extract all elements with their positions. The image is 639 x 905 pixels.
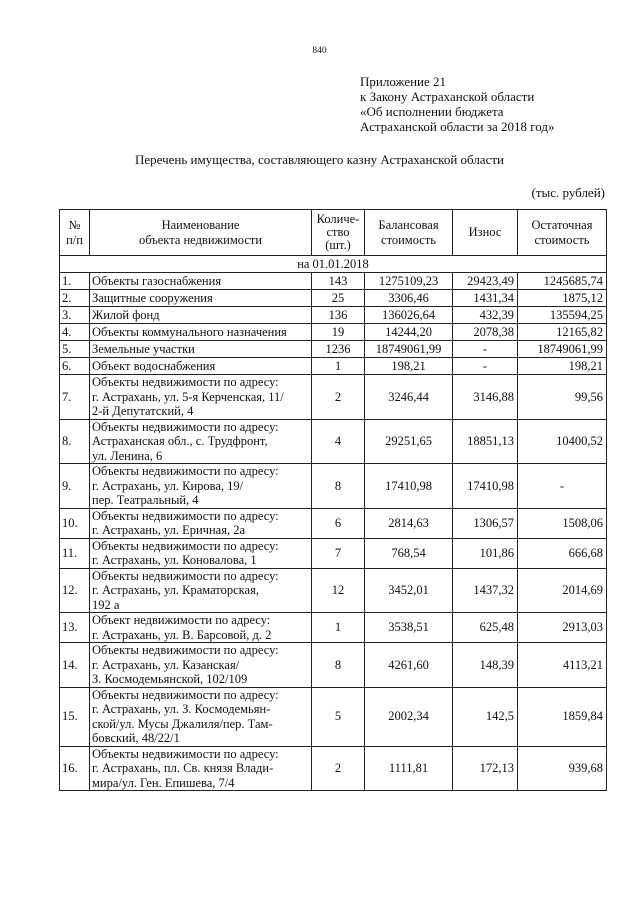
row-name	[90, 464, 312, 509]
row-wear: 17410,98	[453, 464, 518, 509]
row-balance: 1275109,23	[365, 273, 453, 290]
row-name-line: Объект водоснабжения	[92, 358, 216, 373]
row-name	[90, 358, 312, 375]
row-balance: 1111,81	[365, 746, 453, 791]
row-wear: 625,48	[453, 613, 518, 643]
row-name-line: Объекты недвижимости по адресу:	[92, 419, 279, 434]
row-balance: 18749061,99	[365, 341, 453, 358]
row-residual: 135594,25	[518, 307, 607, 324]
document-title: Перечень имущества, составляющего казну Астраханской области	[134, 152, 504, 167]
row-residual: -	[518, 464, 607, 509]
row-number: 4.	[60, 324, 90, 341]
row-quantity: 1	[312, 613, 365, 643]
table-row	[60, 375, 607, 420]
row-balance: 14244,20	[365, 324, 453, 341]
row-name-line: Объекты недвижимости по адресу:	[92, 568, 279, 583]
row-name-line: г. Астрахань, ул. В. Барсовой, д. 2	[92, 627, 272, 642]
header-text: п/п	[66, 232, 83, 247]
row-number: 10.	[60, 508, 90, 538]
table-row	[60, 643, 607, 688]
period-row	[60, 256, 607, 273]
row-quantity: 2	[312, 375, 365, 420]
table-row	[60, 538, 607, 568]
row-wear: -	[453, 341, 518, 358]
row-number: 11.	[60, 538, 90, 568]
row-name-line: пер. Театральный, 4	[92, 493, 199, 507]
table-row	[60, 613, 607, 643]
period-label: на 01.01.2018	[60, 256, 607, 273]
row-name-line: Объекты недвижимости по адресу:	[92, 746, 279, 761]
row-number: 9.	[60, 464, 90, 509]
row-residual: 1245685,74	[518, 273, 607, 290]
row-quantity: 7	[312, 538, 365, 568]
row-name-line: Защитные сооружения	[92, 290, 213, 305]
row-wear: 1306,57	[453, 508, 518, 538]
row-residual: 2014,69	[518, 568, 607, 613]
row-balance: 2002,34	[365, 687, 453, 746]
header-text: Балансовая	[378, 218, 439, 232]
row-residual: 198,21	[518, 358, 607, 375]
table-row	[60, 273, 607, 290]
row-name-line: Астраханская обл., с. Трудфронт,	[92, 434, 268, 448]
row-quantity: 4	[312, 419, 365, 464]
row-quantity: 1	[312, 358, 365, 375]
row-balance: 136026,64	[365, 307, 453, 324]
header-text: Наименование	[161, 218, 240, 232]
appendix-line: Приложение 21	[360, 74, 447, 89]
table-row	[60, 341, 607, 358]
row-name-line: Объекты недвижимости по адресу:	[92, 643, 279, 657]
row-quantity: 6	[312, 508, 365, 538]
table-body	[60, 273, 607, 791]
header-quantity	[312, 210, 365, 256]
header-text: стоимость	[381, 232, 436, 247]
row-name-line: З. Космодемьянской, 102/109	[92, 672, 248, 686]
appendix-block	[360, 74, 555, 134]
row-quantity: 1236	[312, 341, 365, 358]
row-wear: 148,39	[453, 643, 518, 688]
row-wear: 2078,38	[453, 324, 518, 341]
row-wear: 1437,32	[453, 568, 518, 613]
table-header-row	[60, 210, 607, 256]
row-balance: 3246,44	[365, 375, 453, 420]
row-quantity: 25	[312, 290, 365, 307]
header-text: Остаточная	[531, 218, 593, 232]
row-name-line: ской/ул. Мусы Джалиля/пер. Там-	[92, 716, 273, 731]
row-name	[90, 419, 312, 464]
row-name-line: г. Астрахань, ул. Краматорская,	[92, 583, 259, 597]
row-name	[90, 746, 312, 791]
row-number: 7.	[60, 375, 90, 420]
row-name-line: Объекты недвижимости по адресу:	[92, 538, 279, 553]
row-quantity: 136	[312, 307, 365, 324]
header-text: Количе-	[316, 212, 360, 226]
appendix-line: Астраханской области за 2018 год»	[360, 119, 555, 134]
row-name	[90, 324, 312, 341]
table-row	[60, 508, 607, 538]
row-number: 13.	[60, 613, 90, 643]
row-balance: 3306,46	[365, 290, 453, 307]
header-text: ство	[326, 225, 350, 239]
row-residual: 1508,06	[518, 508, 607, 538]
row-number: 3.	[60, 307, 90, 324]
row-name-line: 2-й Депутатский, 4	[92, 404, 194, 418]
row-name-line: г. Астрахань, ул. Еричная, 2а	[92, 523, 246, 537]
header-residual	[518, 210, 607, 256]
row-name	[90, 290, 312, 307]
row-residual: 10400,52	[518, 419, 607, 464]
row-wear: 101,86	[453, 538, 518, 568]
row-name-line: Объекты недвижимости по адресу:	[92, 508, 279, 523]
row-residual: 12165,82	[518, 324, 607, 341]
row-name	[90, 538, 312, 568]
row-wear: 172,13	[453, 746, 518, 791]
page-number: 840	[312, 46, 327, 56]
row-name-line: Объекты газоснабжения	[92, 273, 222, 288]
row-number: 5.	[60, 341, 90, 358]
row-quantity: 8	[312, 643, 365, 688]
row-balance: 29251,65	[365, 419, 453, 464]
row-name	[90, 568, 312, 613]
row-balance: 768,54	[365, 538, 453, 568]
header-balance	[365, 210, 453, 256]
table-row	[60, 568, 607, 613]
row-name-line: Жилой фонд	[92, 307, 160, 322]
table-row	[60, 419, 607, 464]
row-name-line: г. Астрахань, ул. 5-я Керченская, 11/	[92, 389, 284, 404]
row-name-line: г. Астрахань, ул. З. Космодемьян-	[92, 702, 271, 716]
row-wear: 432,39	[453, 307, 518, 324]
header-text: объекта недвижимости	[138, 232, 263, 247]
row-residual: 4113,21	[518, 643, 607, 688]
header-text: №	[68, 218, 81, 232]
row-name	[90, 613, 312, 643]
appendix-line: к Закону Астраханской области	[360, 89, 535, 104]
row-wear: -	[453, 358, 518, 375]
units-label: (тыс. рублей)	[531, 185, 605, 200]
row-quantity: 5	[312, 687, 365, 746]
row-residual: 1859,84	[518, 687, 607, 746]
row-wear: 29423,49	[453, 273, 518, 290]
row-name	[90, 687, 312, 746]
row-balance: 3452,01	[365, 568, 453, 613]
row-name-line: Объект недвижимости по адресу:	[92, 613, 271, 627]
header-wear	[453, 210, 518, 256]
table-row	[60, 324, 607, 341]
header-name	[90, 210, 312, 256]
row-name-line: Объекты недвижимости по адресу:	[92, 375, 279, 389]
row-number: 12.	[60, 568, 90, 613]
row-quantity: 12	[312, 568, 365, 613]
row-wear: 142,5	[453, 687, 518, 746]
table-row	[60, 358, 607, 375]
row-quantity: 8	[312, 464, 365, 509]
row-name-line: г. Астрахань, пл. Св. князя Влади-	[92, 761, 274, 775]
row-number: 14.	[60, 643, 90, 688]
row-balance: 4261,60	[365, 643, 453, 688]
row-residual: 1875,12	[518, 290, 607, 307]
row-wear: 3146,88	[453, 375, 518, 420]
row-number: 1.	[60, 273, 90, 290]
row-residual: 2913,03	[518, 613, 607, 643]
header-number	[60, 210, 90, 256]
row-balance: 3538,51	[365, 613, 453, 643]
header-text: Износ	[468, 225, 502, 240]
table-row	[60, 746, 607, 791]
row-name-line: г. Астрахань, ул. Кирова, 19/	[92, 478, 244, 493]
row-number: 2.	[60, 290, 90, 307]
row-name	[90, 508, 312, 538]
header-text: (шт.)	[325, 238, 351, 252]
row-name-line: Объекты коммунального назначения	[92, 324, 287, 339]
row-balance: 198,21	[365, 358, 453, 375]
table-row	[60, 687, 607, 746]
row-residual: 666,68	[518, 538, 607, 568]
row-wear: 18851,13	[453, 419, 518, 464]
row-name-line: 192 а	[92, 597, 120, 612]
row-name	[90, 341, 312, 358]
property-table	[59, 209, 607, 791]
row-number: 6.	[60, 358, 90, 375]
row-residual: 18749061,99	[518, 341, 607, 358]
row-name-line: ул. Ленина, 6	[92, 448, 163, 463]
row-name-line: Земельные участки	[92, 341, 195, 356]
row-name-line: Объекты недвижимости по адресу:	[92, 464, 279, 478]
row-name-line: бовский, 48/22/1	[92, 731, 180, 745]
row-number: 8.	[60, 419, 90, 464]
row-number: 15.	[60, 687, 90, 746]
row-name	[90, 273, 312, 290]
row-quantity: 2	[312, 746, 365, 791]
row-name-line: г. Астрахань, ул. Казанская/	[92, 657, 240, 672]
appendix-line: «Об исполнении бюджета	[360, 104, 504, 119]
row-balance: 17410,98	[365, 464, 453, 509]
row-name-line: мира/ул. Ген. Епишева, 7/4	[92, 775, 235, 790]
header-text: стоимость	[534, 232, 590, 247]
row-name	[90, 375, 312, 420]
table-row	[60, 290, 607, 307]
row-name-line: г. Астрахань, ул. Коновалова, 1	[92, 553, 257, 567]
row-quantity: 19	[312, 324, 365, 341]
row-name	[90, 643, 312, 688]
row-quantity: 143	[312, 273, 365, 290]
row-name	[90, 307, 312, 324]
table-row	[60, 307, 607, 324]
row-balance: 2814,63	[365, 508, 453, 538]
row-residual: 99,56	[518, 375, 607, 420]
row-wear: 1431,34	[453, 290, 518, 307]
table-row	[60, 464, 607, 509]
row-name-line: Объекты недвижимости по адресу:	[92, 687, 279, 702]
row-number: 16.	[60, 746, 90, 791]
row-residual: 939,68	[518, 746, 607, 791]
